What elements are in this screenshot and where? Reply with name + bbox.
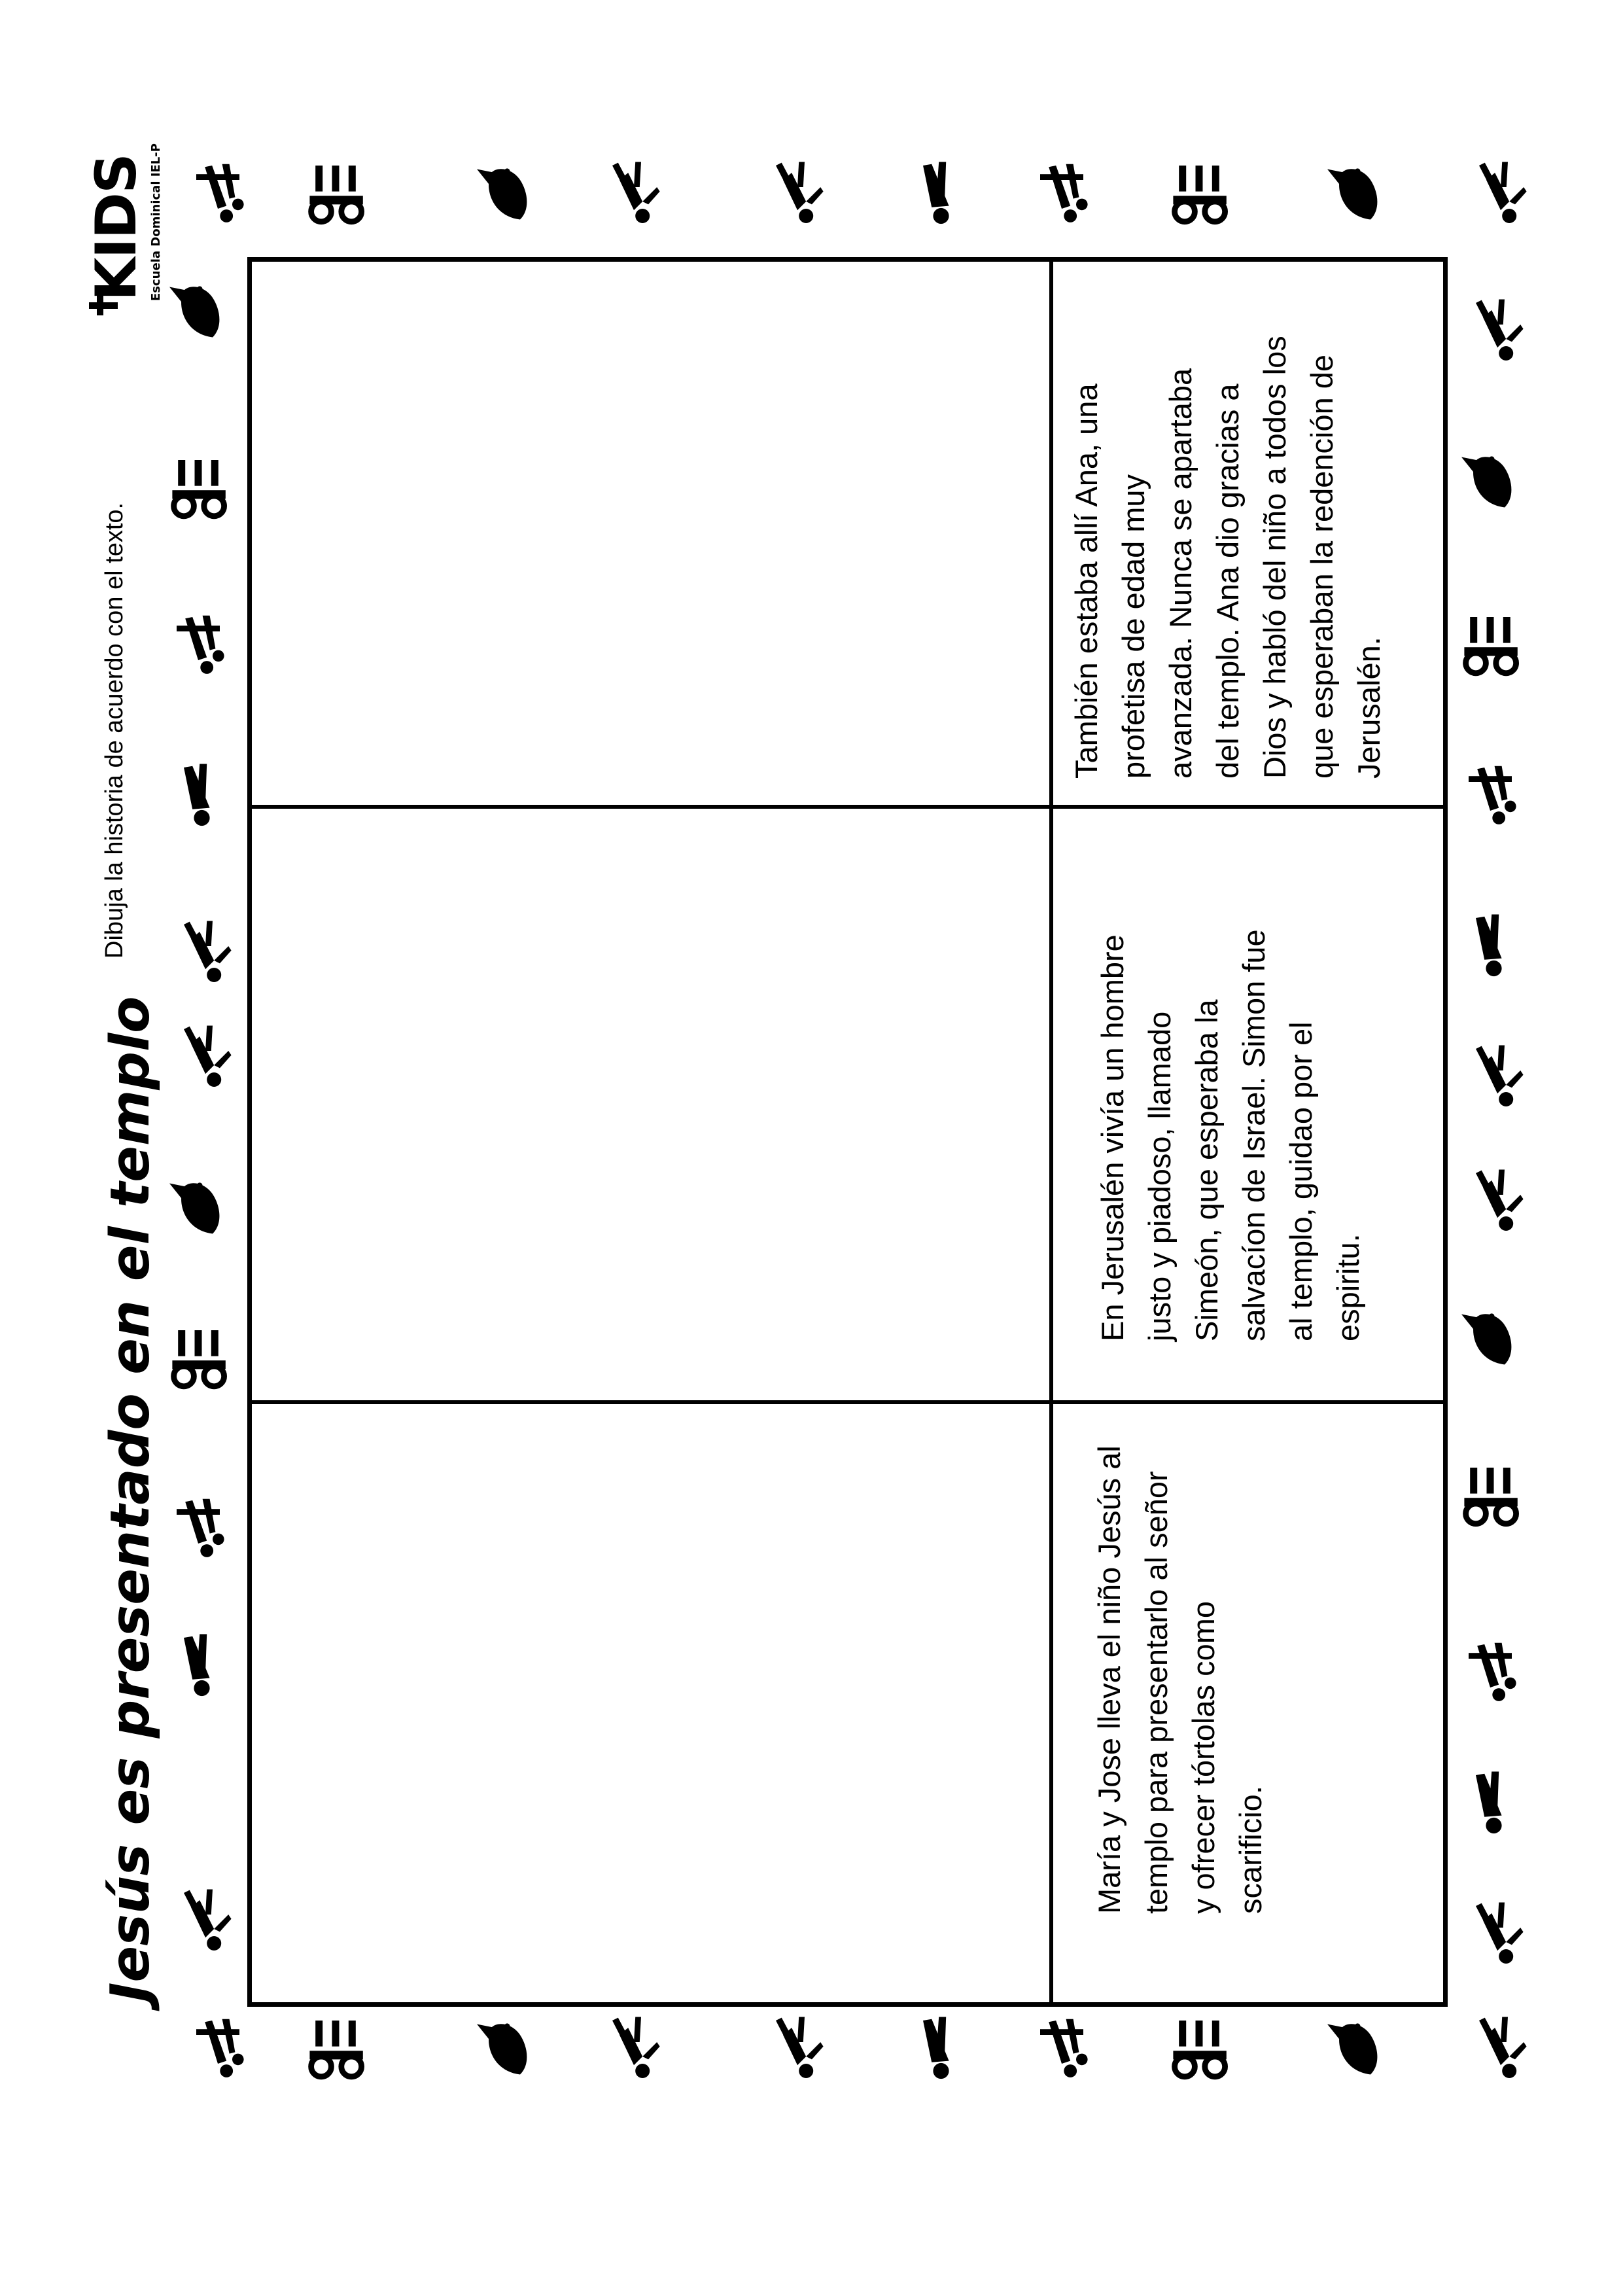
instruction-text: Dibuja la historia de acuerdo con el texto. xyxy=(101,502,128,959)
temple-column-icon xyxy=(1454,610,1529,682)
family-icon xyxy=(1026,158,1100,230)
dove-icon xyxy=(162,276,237,348)
walking-person-icon xyxy=(1454,1042,1529,1114)
walking-person-icon xyxy=(1454,296,1529,368)
standing-person-icon xyxy=(1454,1768,1529,1840)
walking-person-icon xyxy=(754,158,829,230)
logo-subtitle: Escuela Dominical IEL-P xyxy=(149,143,163,301)
dove-icon xyxy=(1320,2013,1395,2085)
walking-person-icon xyxy=(754,2013,829,2085)
dove-icon xyxy=(1320,158,1395,230)
dove-icon xyxy=(162,1173,237,1245)
standing-person-icon xyxy=(901,158,976,230)
standing-person-icon xyxy=(162,760,237,832)
temple-column-icon xyxy=(162,1323,237,1395)
panel-text-3: También estaba allí Ana, una profetisa de edad muy avanzada. Nunca se apartaba del templo. Ana dio gracias a Dios y habló del niño a todos los que esperaban la redención de Jerusalén. xyxy=(1069,336,1386,779)
temple-column-icon xyxy=(1163,2013,1238,2085)
walking-person-icon xyxy=(591,158,665,230)
standing-person-icon xyxy=(1454,911,1529,983)
family-icon xyxy=(1454,760,1529,832)
walking-person-icon xyxy=(162,917,237,989)
logo-brand: KIDS xyxy=(84,154,149,301)
panel-text-2: En Jerusalén vivía un hombre justo y piadoso, llamado Simeón, que esperaba la salvacíon de Israel. Simon fue al templo, guidao por el espiritu. xyxy=(1095,929,1365,1341)
family-icon xyxy=(162,610,237,682)
temple-column-icon xyxy=(300,158,374,230)
drawing-area-1[interactable] xyxy=(252,1404,1049,2007)
family-icon xyxy=(182,2013,256,2085)
cross-icon xyxy=(89,302,118,309)
walking-person-icon xyxy=(162,1886,237,1958)
grid-divider-vertical xyxy=(1049,262,1053,2002)
temple-column-icon xyxy=(162,453,237,525)
family-icon xyxy=(1026,2013,1100,2085)
walking-person-icon xyxy=(591,2013,665,2085)
dove-icon xyxy=(1454,1303,1529,1375)
dove-icon xyxy=(470,2013,544,2085)
drawing-area-2[interactable] xyxy=(252,809,1049,1400)
family-icon xyxy=(1454,1637,1529,1709)
walking-person-icon xyxy=(1457,158,1532,230)
drawing-area-3[interactable] xyxy=(252,262,1049,805)
dove-icon xyxy=(1454,446,1529,518)
standing-person-icon xyxy=(901,2013,976,2085)
story-grid xyxy=(247,257,1448,2007)
family-icon xyxy=(182,158,256,230)
page-title: Jesús es presentado en el templo xyxy=(99,996,162,2002)
temple-column-icon xyxy=(1454,1460,1529,1532)
standing-person-icon xyxy=(162,1631,237,1703)
walking-person-icon xyxy=(1457,2013,1532,2085)
walking-person-icon xyxy=(1454,1166,1529,1238)
dove-icon xyxy=(470,158,544,230)
walking-person-icon xyxy=(1454,1899,1529,1971)
panel-text-1: María y Jose lleva el niño Jesús al templo para presentarlo al señor y ofrecer tórtolas como scarificio. xyxy=(1092,1445,1268,1914)
family-icon xyxy=(162,1493,237,1565)
walking-person-icon xyxy=(162,1022,237,1094)
temple-column-icon xyxy=(300,2013,374,2085)
temple-column-icon xyxy=(1163,158,1238,230)
